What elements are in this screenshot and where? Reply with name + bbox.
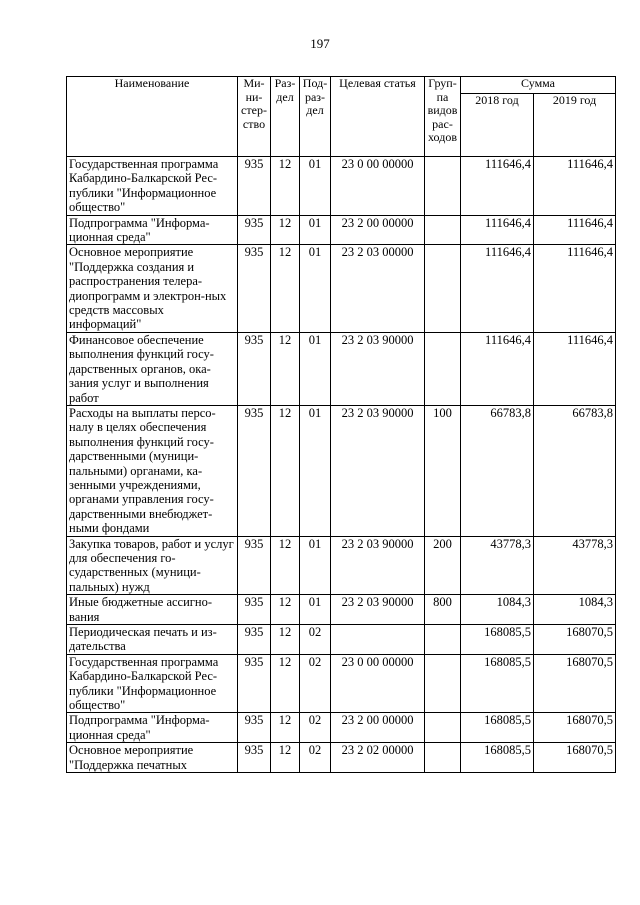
row-sum-2018: 43778,3 — [461, 536, 534, 595]
row-name: Основное мероприятие "Поддержка печатных — [67, 743, 238, 773]
row-target-article: 23 2 03 90000 — [331, 595, 425, 625]
row-subsection: 01 — [300, 245, 331, 332]
row-subsection: 02 — [300, 713, 331, 743]
row-sum-2018: 168085,5 — [461, 743, 534, 773]
budget-table — [66, 76, 616, 773]
row-name: Основное мероприятие "Поддержка создания и распространения телера-диопрограмм и электрон-ных средств массовых информаций" — [67, 245, 238, 332]
row-subsection: 01 — [300, 405, 331, 536]
row-target-article: 23 2 03 00000 — [331, 245, 425, 332]
row-name: Государственная программа Кабардино-Балкарской Рес-публики "Информационное общество" — [67, 654, 238, 713]
row-ministry: 935 — [238, 215, 271, 245]
row-sum-2019: 43778,3 — [534, 536, 616, 595]
row-target-article — [331, 625, 425, 655]
row-target-article: 23 2 03 90000 — [331, 332, 425, 405]
row-subsection: 02 — [300, 625, 331, 655]
row-expense-group — [425, 743, 461, 773]
row-subsection: 01 — [300, 215, 331, 245]
row-ministry: 935 — [238, 654, 271, 713]
row-section: 12 — [271, 332, 300, 405]
row-subsection: 02 — [300, 743, 331, 773]
row-expense-group — [425, 157, 461, 216]
row-section: 12 — [271, 713, 300, 743]
row-expense-group: 800 — [425, 595, 461, 625]
table-row — [67, 215, 616, 245]
row-section: 12 — [271, 405, 300, 536]
row-target-article: 23 2 03 90000 — [331, 405, 425, 536]
row-name: Периодическая печать и из-дательства — [67, 625, 238, 655]
row-target-article: 23 2 02 00000 — [331, 743, 425, 773]
row-section: 12 — [271, 595, 300, 625]
row-sum-2019: 111646,4 — [534, 245, 616, 332]
row-sum-2018: 168085,5 — [461, 625, 534, 655]
page-number: 197 — [310, 36, 330, 51]
row-sum-2018: 111646,4 — [461, 332, 534, 405]
row-sum-2019: 168070,5 — [534, 654, 616, 713]
row-ministry: 935 — [238, 625, 271, 655]
table-row — [67, 595, 616, 625]
row-expense-group — [425, 332, 461, 405]
row-name: Подпрограмма "Информа-ционная среда" — [67, 713, 238, 743]
header-year-2018: 2018 год — [461, 94, 534, 157]
row-sum-2018: 111646,4 — [461, 245, 534, 332]
table-row — [67, 625, 616, 655]
row-expense-group — [425, 713, 461, 743]
row-section: 12 — [271, 536, 300, 595]
row-section: 12 — [271, 245, 300, 332]
header-expense-group: Груп-па видов рас-ходов — [425, 77, 461, 157]
header-section: Раз-дел — [271, 77, 300, 157]
row-ministry: 935 — [238, 157, 271, 216]
row-sum-2019: 111646,4 — [534, 332, 616, 405]
row-expense-group: 200 — [425, 536, 461, 595]
row-ministry: 935 — [238, 332, 271, 405]
row-sum-2019: 168070,5 — [534, 625, 616, 655]
table-row — [67, 405, 616, 536]
row-expense-group: 100 — [425, 405, 461, 536]
row-section: 12 — [271, 654, 300, 713]
row-subsection: 01 — [300, 595, 331, 625]
row-sum-2019: 168070,5 — [534, 713, 616, 743]
row-ministry: 935 — [238, 536, 271, 595]
row-sum-2018: 1084,3 — [461, 595, 534, 625]
header-subsection: Под-раз-дел — [300, 77, 331, 157]
row-subsection: 01 — [300, 157, 331, 216]
row-section: 12 — [271, 215, 300, 245]
row-name: Закупка товаров, работ и услуг для обеспечения го-сударственных (муници-пальных) нужд — [67, 536, 238, 595]
row-section: 12 — [271, 157, 300, 216]
row-name: Расходы на выплаты персо-налу в целях обеспечения выполнения функций госу-дарственными (муници-пальными) органами, ка-зенными учреждениями, органами управления госу-дарственными внебюджет-ными фондами — [67, 405, 238, 536]
row-subsection: 01 — [300, 536, 331, 595]
header-ministry: Ми-ни-стер-ство — [238, 77, 271, 157]
row-target-article: 23 2 00 00000 — [331, 713, 425, 743]
row-section: 12 — [271, 743, 300, 773]
row-ministry: 935 — [238, 743, 271, 773]
row-subsection: 02 — [300, 654, 331, 713]
table-row — [67, 743, 616, 773]
row-name: Государственная программа Кабардино-Балкарской Рес-публики "Информационное общество" — [67, 157, 238, 216]
row-sum-2019: 111646,4 — [534, 157, 616, 216]
table-row — [67, 713, 616, 743]
table-row — [67, 245, 616, 332]
row-name: Финансовое обеспечение выполнения функций госу-дарственных органов, ока-зания услуг и выполнения работ — [67, 332, 238, 405]
row-sum-2018: 168085,5 — [461, 713, 534, 743]
row-expense-group — [425, 654, 461, 713]
row-sum-2018: 66783,8 — [461, 405, 534, 536]
header-year-2019: 2019 год — [534, 94, 616, 157]
row-target-article: 23 0 00 00000 — [331, 157, 425, 216]
row-target-article: 23 2 03 90000 — [331, 536, 425, 595]
row-name: Иные бюджетные ассигно-вания — [67, 595, 238, 625]
row-ministry: 935 — [238, 245, 271, 332]
row-subsection: 01 — [300, 332, 331, 405]
row-sum-2018: 168085,5 — [461, 654, 534, 713]
row-target-article: 23 2 00 00000 — [331, 215, 425, 245]
row-expense-group — [425, 625, 461, 655]
header-target-article: Целевая статья — [331, 77, 425, 157]
table-row — [67, 536, 616, 595]
table-row — [67, 332, 616, 405]
row-section: 12 — [271, 625, 300, 655]
row-sum-2018: 111646,4 — [461, 215, 534, 245]
row-expense-group — [425, 245, 461, 332]
row-expense-group — [425, 215, 461, 245]
row-sum-2019: 66783,8 — [534, 405, 616, 536]
header-name: Наименование — [67, 77, 238, 157]
row-ministry: 935 — [238, 405, 271, 536]
table-body — [67, 157, 616, 773]
table-row — [67, 654, 616, 713]
row-name: Подпрограмма "Информа-ционная среда" — [67, 215, 238, 245]
row-sum-2019: 168070,5 — [534, 743, 616, 773]
row-ministry: 935 — [238, 595, 271, 625]
row-sum-2019: 111646,4 — [534, 215, 616, 245]
table-header — [67, 77, 616, 157]
row-sum-2019: 1084,3 — [534, 595, 616, 625]
row-sum-2018: 111646,4 — [461, 157, 534, 216]
row-ministry: 935 — [238, 713, 271, 743]
row-target-article: 23 0 00 00000 — [331, 654, 425, 713]
table-row — [67, 157, 616, 216]
header-sum: Сумма — [461, 77, 616, 94]
